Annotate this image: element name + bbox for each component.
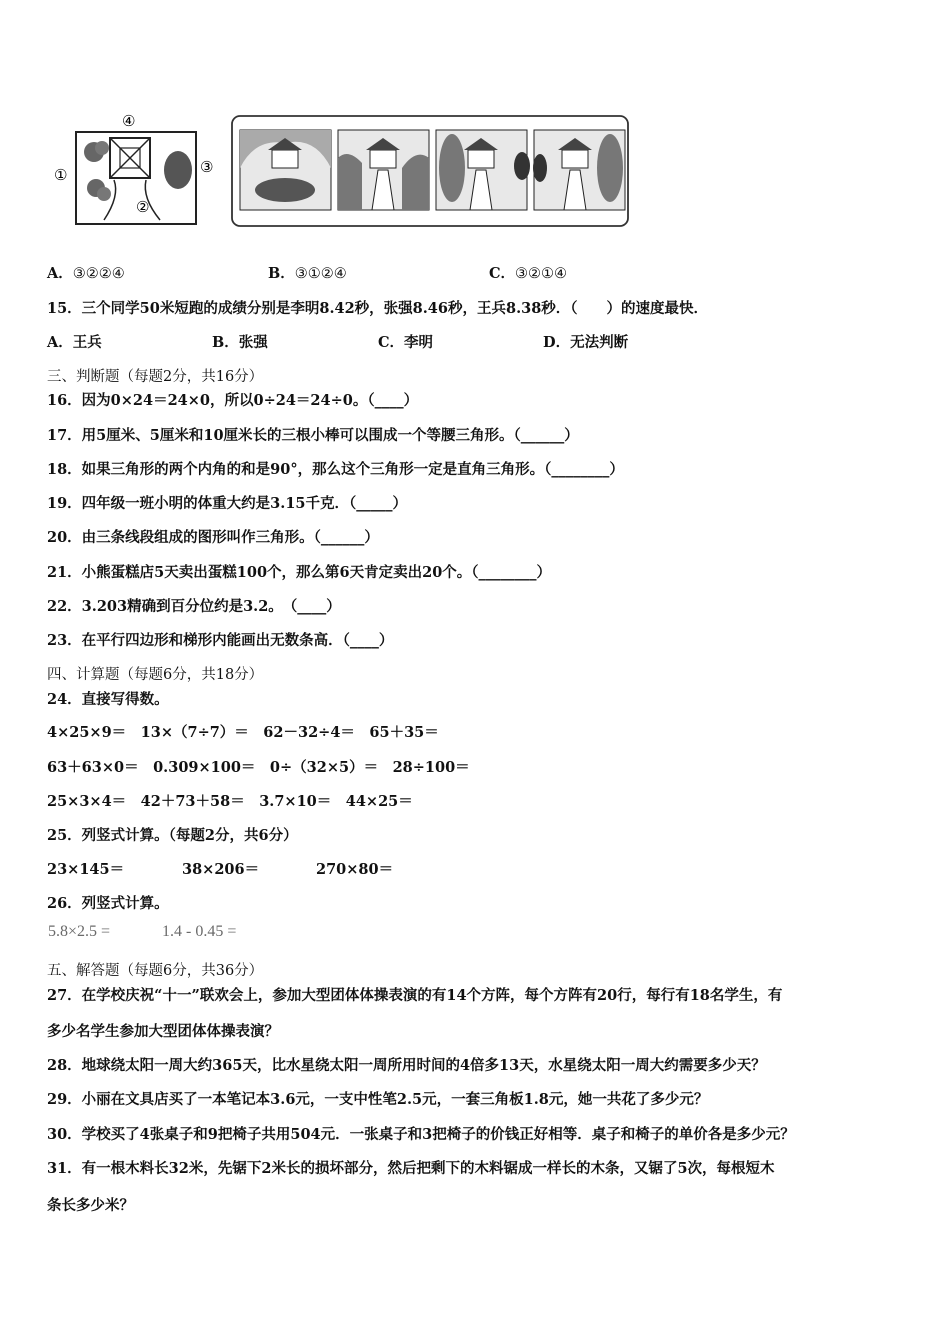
- q16: 16．因为0×24＝24×0，所以0÷24＝24÷0。（____）: [47, 392, 419, 409]
- q24-title: 24．直接写得数。: [47, 691, 169, 708]
- section-4-title: 四、计算题（每题6分，共18分）: [47, 667, 264, 683]
- label-1: ①: [54, 166, 68, 184]
- q14-option-a: A．③②②④: [47, 265, 125, 282]
- views-panel: [232, 116, 628, 226]
- q27-line-2: 多少名学生参加大型团体体操表演？: [47, 1023, 279, 1040]
- q15-option-a: A．王兵: [47, 334, 102, 351]
- q14-option-c: C．③②①④: [489, 265, 568, 282]
- q27-line-1: 27．在学校庆祝“十一”联欢会上，参加大型团体体操表演的有14个方阵，每个方阵有20行，每行有18名学生，有: [47, 987, 783, 1004]
- q22: 22．3.203精确到百分位约是3.2。 （____）: [47, 598, 341, 615]
- q25-title: 25．列竖式计算。（每题2分，共6分）: [47, 827, 298, 844]
- q28: 28．地球绕太阳一周大约365天，比水星绕太阳一周所用时间的4倍多13天，水星绕太阳一周大约需要多少天？: [47, 1057, 766, 1074]
- pavilion-view-figure: [50, 108, 635, 233]
- q15-stem: 15．三个同学50米短跑的成绩分别是李明8.42秒，张强8.46秒，王兵8.38秒．（ ）的速度最快．: [47, 300, 709, 317]
- section-5-title: 五、解答题（每题6分，共36分）: [47, 963, 264, 979]
- section-3-title: 三、判断题（每题2分，共16分）: [47, 369, 264, 385]
- view-4-image: [533, 130, 625, 210]
- q23: 23．在平行四边形和梯形内能画出无数条高．（____）: [47, 632, 394, 649]
- q24-row-3: 25×3×4＝ 42＋73＋58＝ 3.7×10＝ 44×25＝: [47, 793, 413, 810]
- q31-line-2: 条长多少米？: [47, 1197, 134, 1214]
- q17: 17．用5厘米、5厘米和10厘米长的三根小棒可以围成一个等腰三角形。（______）: [47, 427, 579, 444]
- view-3-image: [436, 130, 530, 210]
- q26-item-2: 1.4 - 0.45 =: [162, 923, 237, 940]
- view-2-image: [338, 130, 429, 210]
- q14-option-b: B．③①②④: [268, 265, 347, 282]
- label-4: ④: [122, 112, 136, 130]
- q30: 30．学校买了4张桌子和9把椅子共用504元．一张桌子和3把椅子的价钱正好相等．桌子和椅子的单价各是多少元？: [47, 1126, 795, 1143]
- q31-line-1: 31．有一根木料长32米，先锯下2米长的损坏部分，然后把剩下的木料锯成一样长的木条，又锯了5次，每根短木: [47, 1160, 775, 1177]
- q25-item-3: 270×80＝: [316, 861, 394, 878]
- label-2: ②: [136, 198, 150, 216]
- q29: 29．小丽在文具店买了一本笔记本3.6元，一支中性笔2.5元，一套三角板1.8元，她一共花了多少元？: [47, 1091, 709, 1108]
- view-1-image: [240, 130, 331, 210]
- q26-title: 26．列竖式计算。: [47, 895, 169, 912]
- svg-text:·: ·: [194, 164, 198, 175]
- q15-option-c: C．李明: [378, 334, 434, 351]
- q19: 19．四年级一班小明的体重大约是3.15千克．（_____）: [47, 495, 407, 512]
- q25-item-2: 38×206＝: [182, 861, 260, 878]
- q24-row-2: 63＋63×0＝ 0.309×100＝ 0÷（32×5）＝ 28÷100＝: [47, 759, 470, 776]
- q26-item-1: 5.8×2.5 =: [48, 923, 111, 940]
- q15-option-d: D．无法判断: [543, 334, 629, 351]
- q21: 21．小熊蛋糕店5天卖出蛋糕100个，那么第6天肯定卖出20个。（________）: [47, 564, 552, 581]
- q18: 18．如果三角形的两个内角的和是90°，那么这个三角形一定是直角三角形。（________）: [47, 461, 624, 478]
- q24-row-1: 4×25×9＝ 13×（7÷7）＝ 62－32÷4＝ 65＋35＝: [47, 724, 439, 741]
- q15-option-b: B．张强: [212, 334, 268, 351]
- q25-item-1: 23×145＝: [47, 861, 125, 878]
- q20: 20．由三条线段组成的图形叫作三角形。（______）: [47, 529, 379, 546]
- label-3: ③: [200, 158, 214, 176]
